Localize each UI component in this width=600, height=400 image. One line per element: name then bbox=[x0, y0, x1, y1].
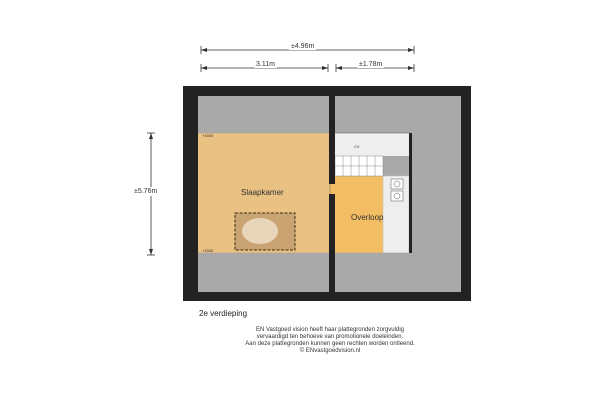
disclaimer bbox=[200, 327, 460, 355]
cv-area bbox=[335, 133, 410, 156]
lower-height-marker: +1500 bbox=[202, 248, 214, 253]
height-label: ±5.76m bbox=[134, 188, 158, 195]
disclaimer-line-1: EN Vastgoed vision heeft haar plattegronden zorgvuldig bbox=[256, 327, 404, 333]
appliance-1 bbox=[391, 179, 403, 189]
landing-wall-right bbox=[409, 157, 412, 253]
stairs bbox=[335, 156, 383, 176]
bedroom-label: Slaapkamer bbox=[241, 188, 284, 197]
total-width-label: ±4.96m bbox=[291, 43, 315, 50]
right-width-label: ±1.78m bbox=[359, 61, 383, 68]
landing-label: Overloop bbox=[351, 213, 384, 222]
disclaimer-line-4: © ENvastgoedvision.nl bbox=[299, 348, 361, 354]
cv-wall-right bbox=[409, 133, 412, 157]
upper-height-marker: +1500 bbox=[202, 133, 214, 138]
cv-label: CV bbox=[354, 144, 360, 149]
disclaimer-line-3: Aan deze plattegronden kunnen geen rechten worden ontleend. bbox=[245, 341, 415, 347]
floor-name: 2e verdieping bbox=[199, 309, 248, 318]
disclaimer-line-2: vervaardigd ten behoeve van promotionele doeleinden. bbox=[256, 334, 404, 340]
appliance-2 bbox=[391, 191, 403, 201]
left-width-label: 3.11m bbox=[256, 61, 275, 68]
